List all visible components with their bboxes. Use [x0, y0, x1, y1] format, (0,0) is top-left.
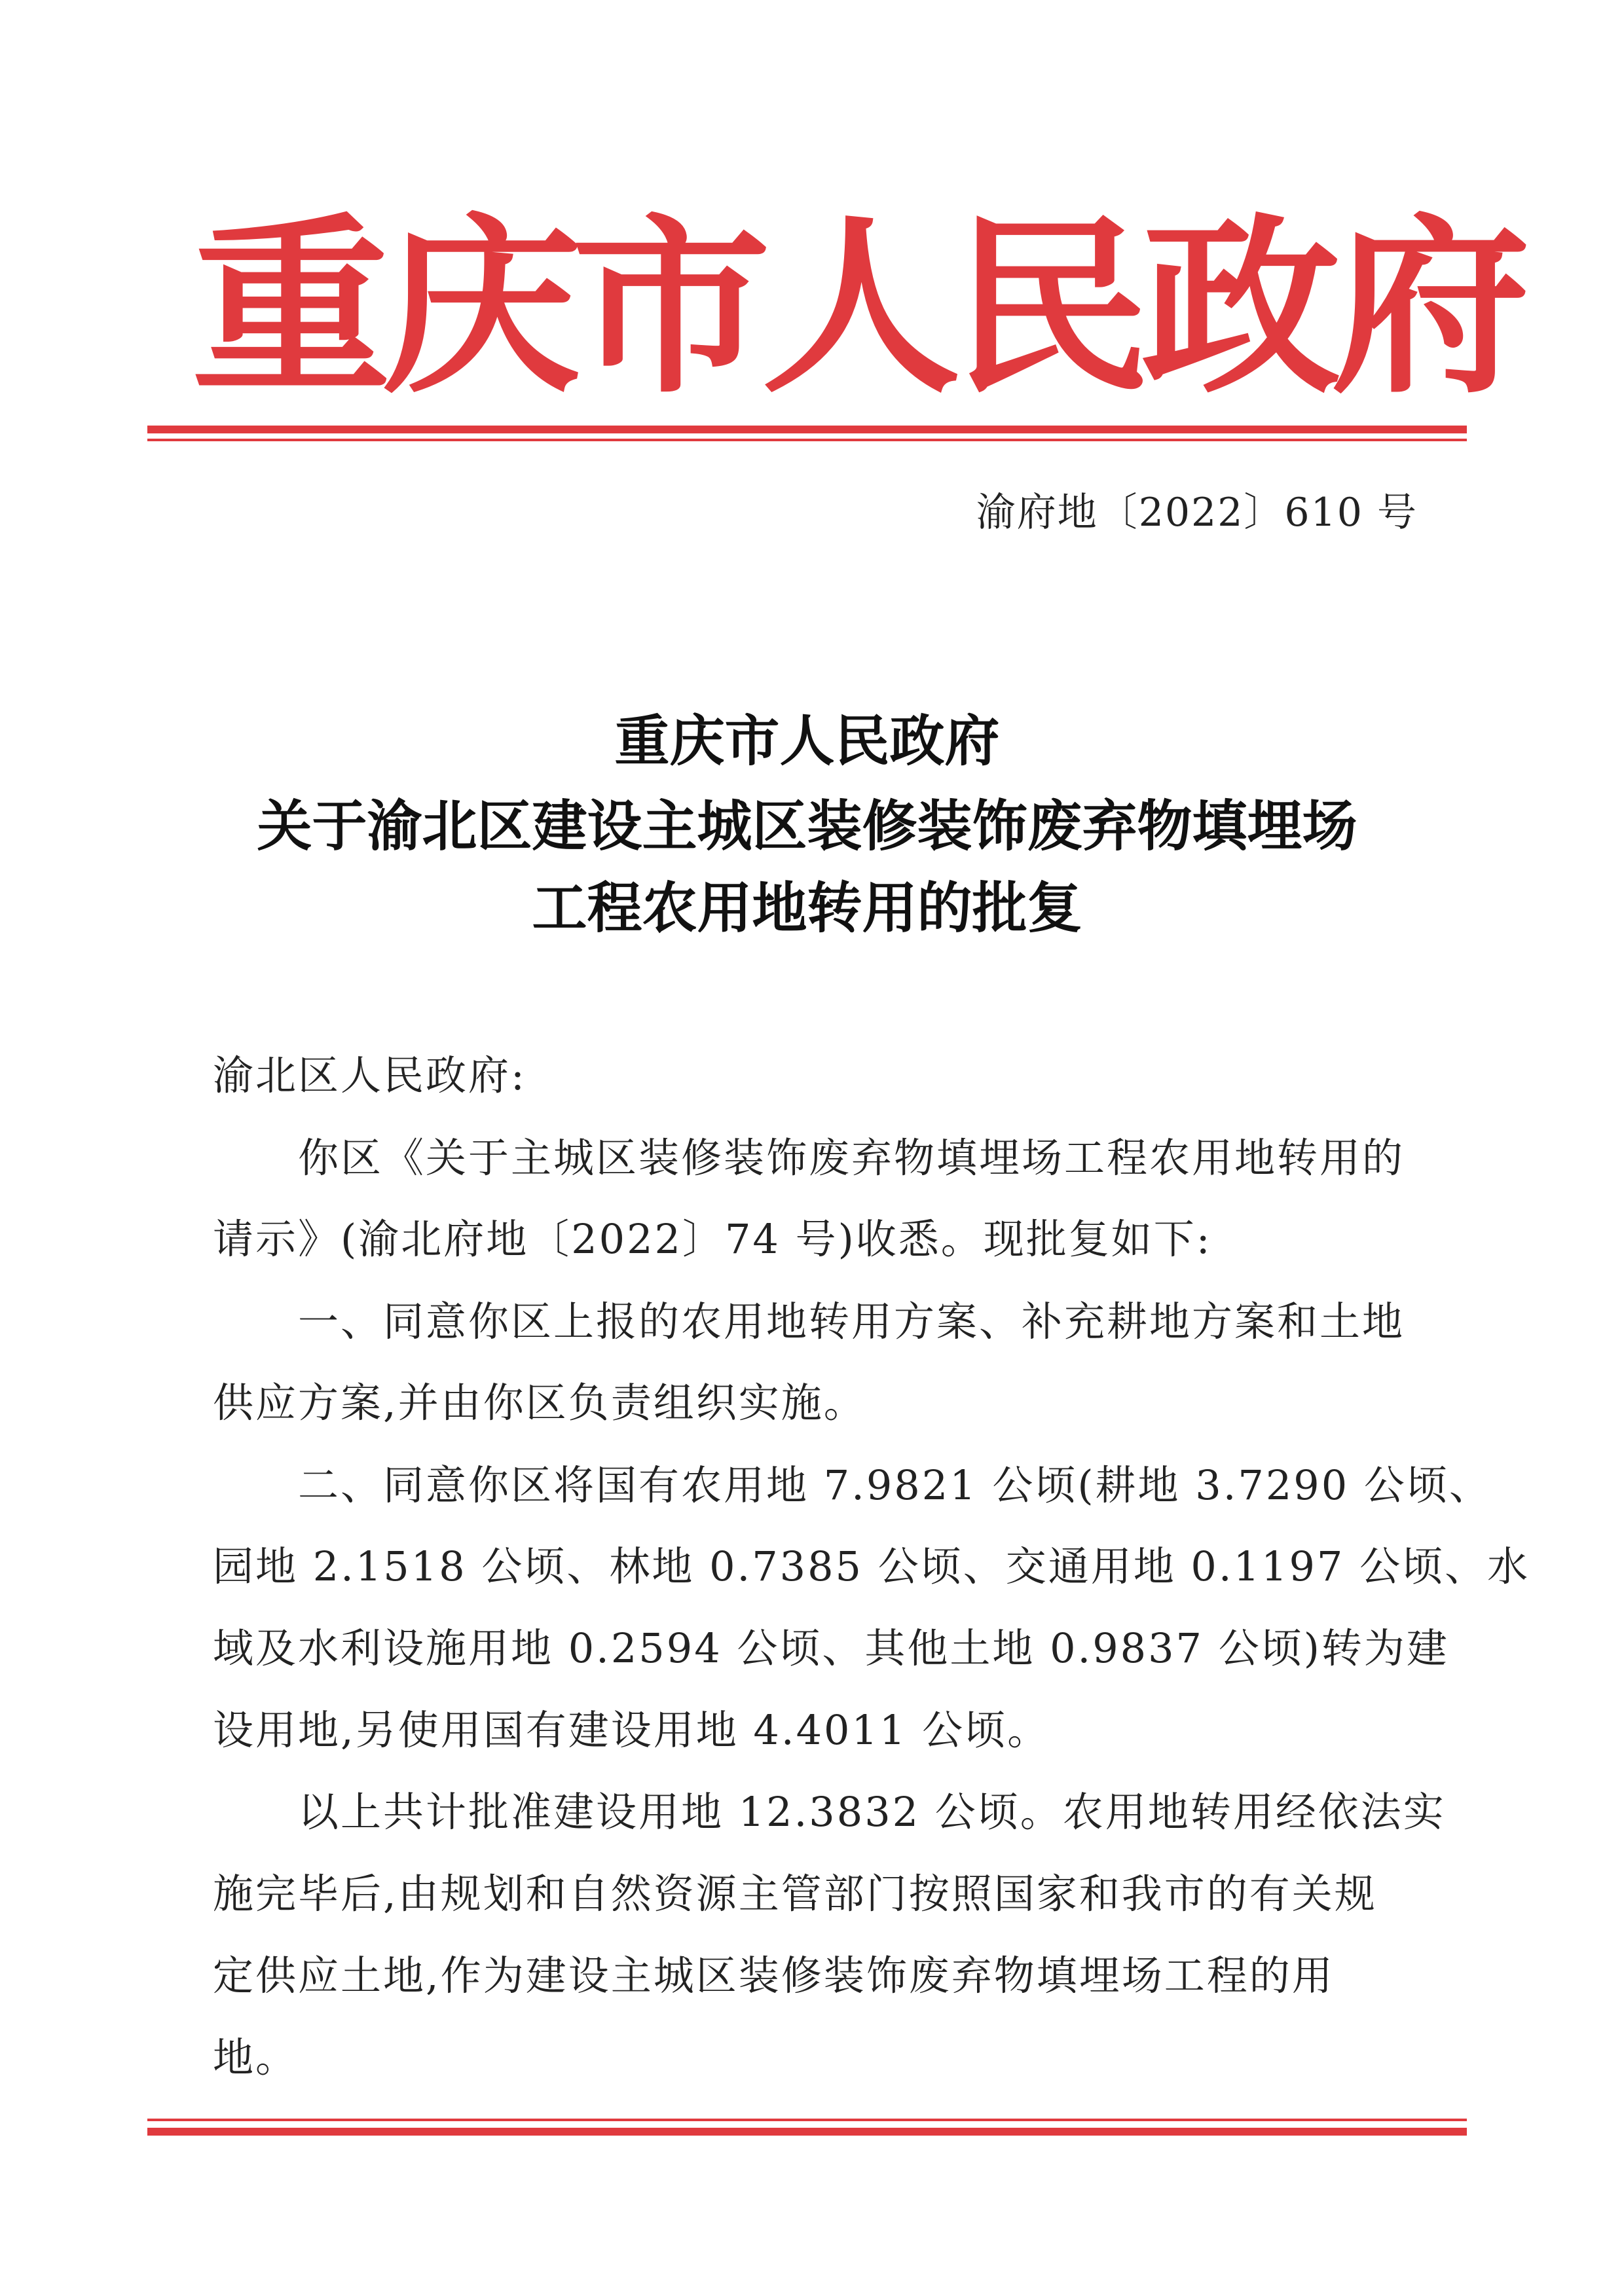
masthead-char: 庆: [381, 196, 581, 419]
body-line: 地。: [213, 2033, 299, 2081]
body-line: 定供应土地,作为建设主城区装修装饰废弃物填埋场工程的用: [213, 1952, 1335, 1999]
body-line: 二、同意你区将国有农用地 7.9821 公顷(耕地 3.7290 公顷、: [298, 1461, 1492, 1509]
salutation: 渝北区人民政府:: [213, 1051, 526, 1099]
title-line-2: 关于渝北区建设主城区装修装饰废弃物填埋场: [257, 793, 1357, 858]
body-line: 域及水利设施用地 0.2594 公顷、其他土地 0.9837 公顷)转为建: [213, 1624, 1449, 1672]
title-line-1: 重庆市人民政府: [614, 708, 1000, 773]
footer-divider-thick: [147, 2128, 1467, 2136]
body-line: 园地 2.1518 公顷、林地 0.7385 公顷、交通用地 0.1197 公顷、水: [213, 1542, 1530, 1590]
masthead-char: 市: [571, 196, 771, 419]
masthead-divider-thin: [147, 439, 1467, 441]
body-line: 一、同意你区上报的农用地转用方案、补充耕地方案和土地: [298, 1298, 1405, 1345]
footer-divider-thin: [147, 2119, 1467, 2121]
masthead-char: 府: [1331, 196, 1531, 419]
masthead-char: 政: [1141, 196, 1341, 419]
document-number: 渝府地〔2022〕610 号: [976, 490, 1418, 536]
body-line: 你区《关于主城区装修装饰废弃物填埋场工程农用地转用的: [298, 1134, 1405, 1182]
body-line: 施完毕后,由规划和自然资源主管部门按照国家和我市的有关规: [213, 1870, 1377, 1918]
masthead-char: 民: [951, 196, 1151, 419]
body-line: 请示》(渝北府地〔2022〕74 号)收悉。现批复如下:: [213, 1215, 1212, 1263]
body-line: 设用地,另使用国有建设用地 4.4011 公顷。: [213, 1706, 1050, 1754]
masthead-char: 重: [191, 196, 392, 419]
body-line: 以上共计批准建设用地 12.3832 公顷。农用地转用经依法实: [298, 1788, 1446, 1836]
masthead-char: 人: [761, 196, 961, 419]
masthead-divider-thick: [147, 426, 1467, 433]
masthead: [191, 196, 1531, 419]
title-line-3: 工程农用地转用的批复: [532, 875, 1082, 940]
body-line: 供应方案,并由你区负责组织实施。: [213, 1379, 866, 1427]
